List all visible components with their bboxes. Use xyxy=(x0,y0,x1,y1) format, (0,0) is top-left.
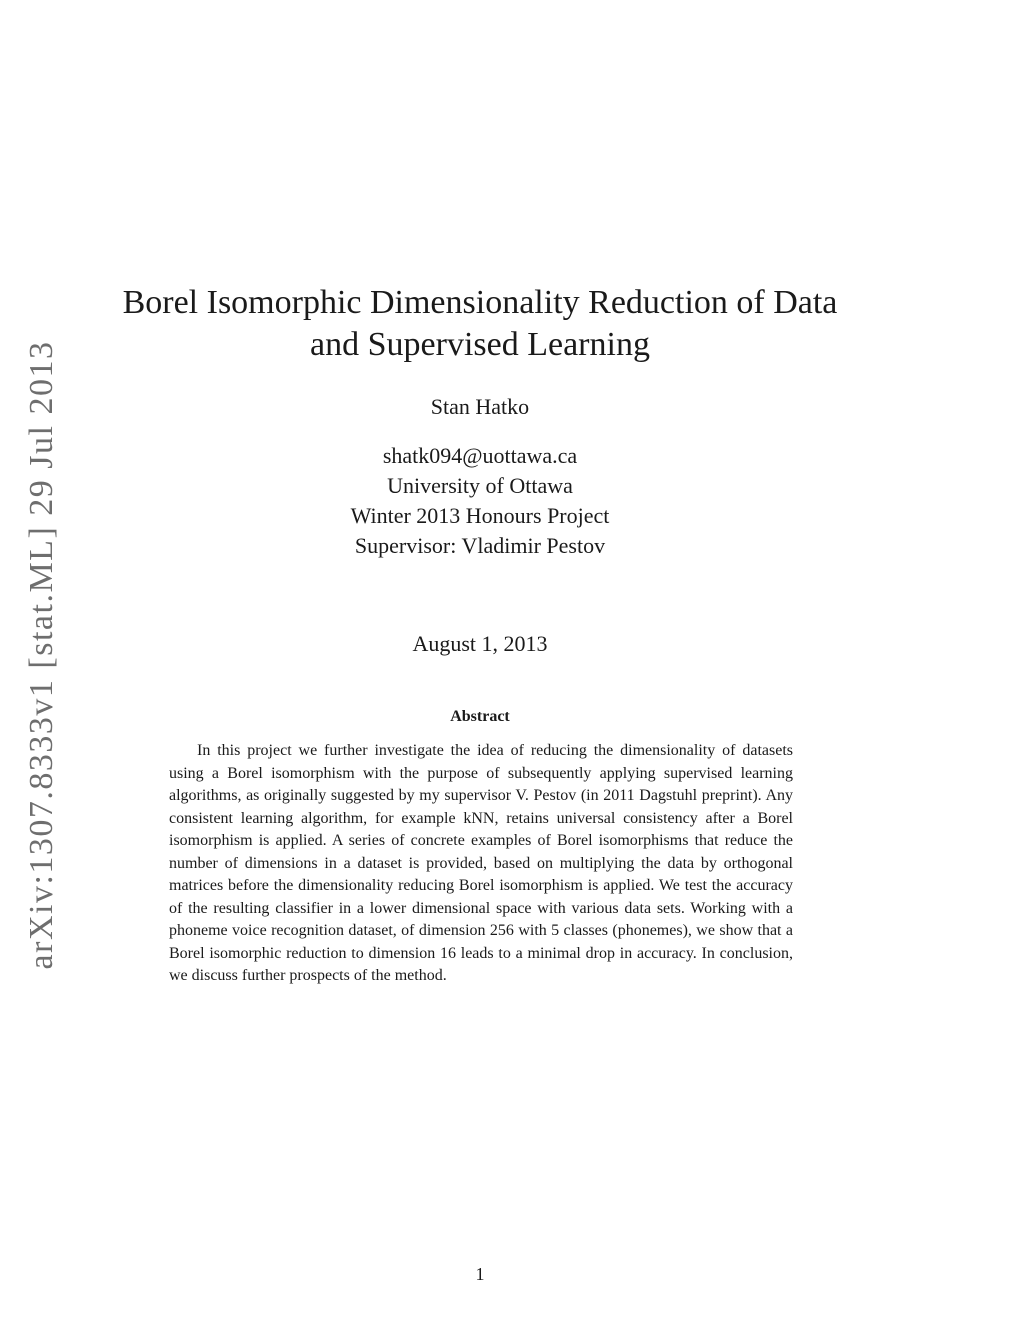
paper-title-line-2: and Supervised Learning xyxy=(310,326,650,363)
paper-date: August 1, 2013 xyxy=(412,631,548,656)
paper-title-line-1: Borel Isomorphic Dimensionality Reduction of Data xyxy=(122,284,838,321)
supervisor-line: Supervisor: Vladimir Pestov xyxy=(354,533,606,558)
abstract-heading: Abstract xyxy=(450,708,510,725)
author-name: Stan Hatko xyxy=(430,394,530,419)
paper-title xyxy=(110,282,850,366)
author-email: shatk094@uottawa.ca xyxy=(382,443,578,468)
page-number: 1 xyxy=(475,1264,485,1284)
abstract-body: In this project we further investigate the idea of reducing the dimensionality of datasets using a Borel isomorphism with the purpose of subsequently applying supervised learning algorithms, as originally suggested by my supervisor V. Pestov (in 2011 Dagstuhl preprint). Any consistent learning algorithm, for example kNN, retains universal consistency after a Borel isomorphism is applied. A series of concrete examples of Borel isomorphisms that reduce the number of dimensions in a dataset is provided, based on multiplying the data by orthogonal matrices before the dimensionality reducing Borel isomorphism is applied. We test the accuracy of the resulting classifier in a lower dimensional space with various data sets. Working with a phoneme voice recognition dataset, of dimension 256 with 5 classes (phonemes), we show that a Borel isomorphic reduction to dimension 16 leads to a minimal drop in accuracy. In conclusion, we discuss further prospects of the method. xyxy=(169,742,793,984)
author-university: University of Ottawa xyxy=(387,473,573,498)
project-description: Winter 2013 Honours Project xyxy=(350,503,610,528)
arxiv-identifier-text: arXiv:1307.8333v1 [stat.ML] 29 Jul 2013 xyxy=(23,340,60,970)
